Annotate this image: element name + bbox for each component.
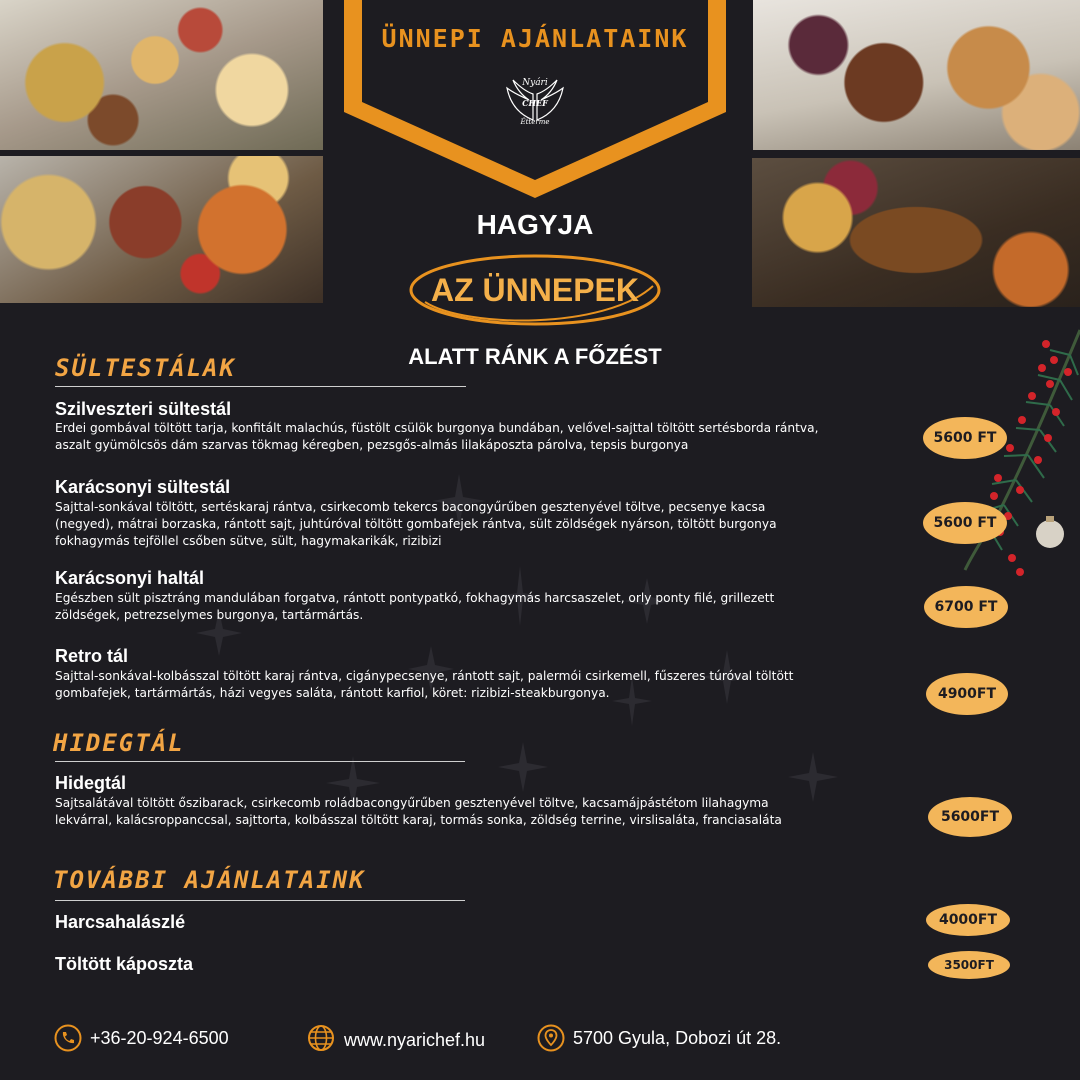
price-badge: 4900FT [926,673,1008,715]
description-line: fokhagymás tejföllel csőben sütve, sült, hagymakarikák, rizibizi [55,534,442,548]
slogan-line-1: HAGYJA [476,209,594,240]
food-photo-roulade [753,0,1080,150]
description-line: zöldségek, petrezselymes burgonya, tartármártás. [55,608,364,622]
section-divider [55,900,465,901]
logo-line-2: CHEF [522,98,548,108]
menu-item-description [55,420,818,454]
description-line: aszalt gyümölcsös dám szarvas tökmag kéregben, pezsgős-almás lilakáposzta párolva, tepsis burgonya [55,438,689,452]
section-title-hidegtal: HIDEGTÁL [53,729,185,757]
description-line: Sajttal-sonkával töltött, sertéskaraj rántva, csirkecomb tekercs bacongyűrűben gesztenyével töltve, pecsenye kacsa [55,500,766,514]
menu-item-name: Karácsonyi haltál [55,568,205,588]
menu-item-description [55,499,777,550]
globe-icon[interactable] [307,1024,335,1052]
description-line: (negyed), mátrai borzaska, rántott sajt, juhtúróval töltött gombafejek rántva, sült zöldségek nyárson, töltött burgonya [55,517,777,531]
description-line: Sajtsalátával töltött őszibarack, csirkecomb roládbacongyűrűben gesztenyével töltve, kacsamájpástétom lilahagyma [55,796,769,810]
description-line: gombafejek, tartármártás, házi vegyes saláta, rántott karfiol, köret: rizibizi-steakburgonya. [55,686,610,700]
phone-number[interactable]: +36-20-924-6500 [90,1028,229,1048]
price-badge: 4000FT [926,904,1010,936]
menu-item-name: Karácsonyi sültestál [55,477,231,497]
menu-item-description [55,590,774,624]
price-badge: 3500FT [928,951,1010,979]
logo-line-1: Nyári [522,78,548,88]
price-badge: 5600 FT [923,502,1007,544]
address-text: 5700 Gyula, Dobozi út 28. [573,1028,782,1048]
menu-item-name: Szilveszteri sültestál [55,399,232,419]
section-title-sultestalak: SÜLTESTÁLAK [55,354,236,382]
menu-item-name: Harcsahalászlé [55,912,186,932]
menu-item-description [55,668,793,702]
price-badge: 6700 FT [924,586,1008,628]
location-pin-icon [537,1024,565,1052]
decorative-star [788,752,838,802]
description-line: Erdei gombával töltött tarja, konfitált malachús, füstölt csülök burgonya bundában, velővel-sajttal töltött sertésborda rántva, [55,421,819,435]
description-line: lekvárral, kalácsroppanccsal, sajttorta, kolbásszal töltött karaj, tormás sonka, zöldség terrine, virslisaláta, franciasaláta [55,813,782,827]
menu-item-name: Retro tál [55,646,129,666]
section-divider [55,761,465,762]
food-photo-appetizers [0,0,323,150]
menu-item-name: Hidegtál [55,773,127,793]
price-badge: 5600FT [928,797,1012,837]
description-line: Sajttal-sonkával-kolbásszal töltött karaj rántva, cigánypecsenye, rántott sajt, palermói csirkemell, fűszeres túróval töltött [55,669,794,683]
decorative-star [498,742,548,792]
section-divider [55,386,466,387]
food-photo-roast-duck [752,158,1080,307]
logo-line-3: Étterme [520,118,550,126]
description-line: Egészben sült pisztráng mandulában forgatva, rántott pontypatkó, fokhagymás harcsaszelet, orly ponty filé, grillezett [55,591,775,605]
menu-item-description [55,795,782,829]
menu-item-name: Töltött káposzta [55,954,193,974]
restaurant-logo [503,72,567,136]
website-link[interactable]: www.nyarichef.hu [344,1030,486,1050]
header-title: ÜNNEPI AJÁNLATAINK [381,24,689,53]
price-badge: 5600 FT [923,417,1007,459]
phone-icon[interactable] [54,1024,82,1052]
slogan-line-2: AZ ÜNNEPEK [430,272,639,308]
slogan-line-3: ALATT RÁNK A FŐZÉST [408,344,662,369]
section-title-tovabbi-ajanlataink: TOVÁBBI AJÁNLATAINK [53,866,366,894]
food-photo-roast-platter [0,156,323,303]
